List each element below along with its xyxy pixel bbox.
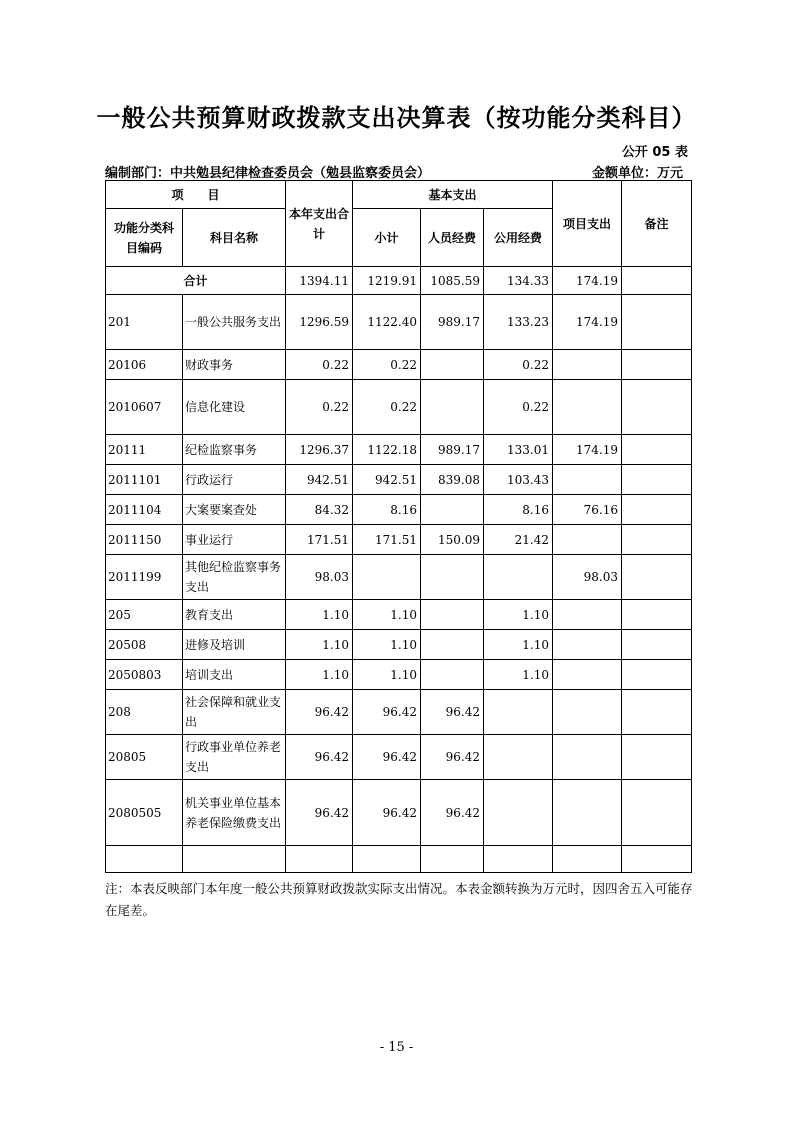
- row-name: 事业运行: [183, 525, 286, 555]
- row-remark: [622, 435, 692, 465]
- row-public: [484, 735, 553, 780]
- total-project: 174.19: [553, 267, 622, 295]
- row-personnel: [421, 630, 484, 660]
- row-remark: [622, 495, 692, 525]
- total-remark: [622, 267, 692, 295]
- table-row: [106, 525, 692, 555]
- unit-label: 金额单位：万元: [591, 166, 683, 181]
- header-public: 公用经费: [484, 209, 553, 267]
- row-project: [553, 735, 622, 780]
- row-personnel: 150.09: [421, 525, 484, 555]
- row-remark: [622, 350, 692, 380]
- row-project: [553, 780, 622, 846]
- row-public: 0.22: [484, 380, 553, 435]
- row-public: 8.16: [484, 495, 553, 525]
- row-subtotal: 1122.18: [353, 435, 421, 465]
- row-subtotal: 96.42: [353, 780, 421, 846]
- total-label: 合计: [106, 267, 286, 295]
- row-public: [484, 846, 553, 873]
- table-note: 注：本表反映部门本年度一般公共预算财政拨款实际支出情况。本表金额转换为万元时，因四舍五入可能存在尾差。: [105, 881, 693, 918]
- row-public: 133.23: [484, 295, 553, 350]
- table-row: [106, 600, 692, 630]
- header-project-expense: 项目支出: [553, 181, 622, 267]
- row-subtotal: 171.51: [353, 525, 421, 555]
- row-public: 133.01: [484, 435, 553, 465]
- row-project: [553, 600, 622, 630]
- row-personnel: [421, 660, 484, 690]
- table-row: [106, 495, 692, 525]
- row-annual: 96.42: [286, 690, 353, 735]
- row-code: 20805: [106, 735, 183, 780]
- row-name: 信息化建设: [183, 380, 286, 435]
- row-remark: [622, 380, 692, 435]
- row-subtotal: 8.16: [353, 495, 421, 525]
- row-annual: 1296.59: [286, 295, 353, 350]
- row-public: 1.10: [484, 600, 553, 630]
- expenditure-table: [105, 180, 692, 873]
- department-label: 编制部门：中共勉县纪律检查委员会（勉县监察委员会）: [105, 166, 431, 181]
- row-public: 0.22: [484, 350, 553, 380]
- row-personnel: 989.17: [421, 435, 484, 465]
- table-row: [106, 295, 692, 350]
- table-row: [106, 660, 692, 690]
- row-remark: [622, 735, 692, 780]
- row-personnel: 96.42: [421, 735, 484, 780]
- row-project: 174.19: [553, 435, 622, 465]
- row-annual: 84.32: [286, 495, 353, 525]
- row-project: [553, 525, 622, 555]
- row-project: [553, 350, 622, 380]
- header-remark: 备注: [622, 181, 692, 267]
- row-code: 205: [106, 600, 183, 630]
- row-project: [553, 846, 622, 873]
- row-personnel: [421, 380, 484, 435]
- row-code: [106, 846, 183, 873]
- row-subtotal: 1.10: [353, 600, 421, 630]
- row-subtotal: [353, 555, 421, 600]
- row-personnel: [421, 846, 484, 873]
- total-public: 134.33: [484, 267, 553, 295]
- row-subtotal: 0.22: [353, 350, 421, 380]
- row-public: [484, 780, 553, 846]
- row-remark: [622, 690, 692, 735]
- row-code: 2011104: [106, 495, 183, 525]
- row-remark: [622, 846, 692, 873]
- row-remark: [622, 555, 692, 600]
- row-annual: 171.51: [286, 525, 353, 555]
- row-code: 2011101: [106, 465, 183, 495]
- row-annual: 96.42: [286, 735, 353, 780]
- row-subtotal: 96.42: [353, 735, 421, 780]
- row-name: 一般公共服务支出: [183, 295, 286, 350]
- row-personnel: 96.42: [421, 780, 484, 846]
- row-public: [484, 555, 553, 600]
- header-project: 项 目: [106, 181, 286, 209]
- row-name: 其他纪检监察事务支出: [183, 555, 286, 600]
- row-remark: [622, 630, 692, 660]
- row-project: [553, 380, 622, 435]
- row-annual: [286, 846, 353, 873]
- table-row: [106, 846, 692, 873]
- row-annual: 98.03: [286, 555, 353, 600]
- table-row: [106, 630, 692, 660]
- table-row: [106, 465, 692, 495]
- row-remark: [622, 600, 692, 630]
- row-annual: 1.10: [286, 660, 353, 690]
- header-subject-name: 科目名称: [183, 209, 286, 267]
- row-annual: 0.22: [286, 380, 353, 435]
- row-annual: 1.10: [286, 600, 353, 630]
- row-annual: 1.10: [286, 630, 353, 660]
- row-name: 财政事务: [183, 350, 286, 380]
- row-name: 纪检监察事务: [183, 435, 286, 465]
- row-name: 培训支出: [183, 660, 286, 690]
- row-name: 进修及培训: [183, 630, 286, 660]
- table-row: [106, 435, 692, 465]
- row-public: [484, 690, 553, 735]
- row-personnel: [421, 555, 484, 600]
- row-code: 2080505: [106, 780, 183, 846]
- header-annual-total: 本年支出合计: [286, 181, 353, 267]
- row-annual: 1296.37: [286, 435, 353, 465]
- row-annual: 0.22: [286, 350, 353, 380]
- form-number: 公开 05 表: [621, 145, 688, 160]
- header-function-code: 功能分类科目编码: [106, 209, 183, 267]
- row-remark: [622, 465, 692, 495]
- row-subtotal: 942.51: [353, 465, 421, 495]
- header-personnel: 人员经费: [421, 209, 484, 267]
- header-basic: 基本支出: [353, 181, 553, 209]
- row-subtotal: 1122.40: [353, 295, 421, 350]
- row-code: 201: [106, 295, 183, 350]
- row-remark: [622, 660, 692, 690]
- row-project: [553, 690, 622, 735]
- row-annual: 942.51: [286, 465, 353, 495]
- row-name: 社会保障和就业支出: [183, 690, 286, 735]
- total-annual: 1394.11: [286, 267, 353, 295]
- table-row: [106, 780, 692, 846]
- row-public: 21.42: [484, 525, 553, 555]
- row-code: 20111: [106, 435, 183, 465]
- row-code: 20106: [106, 350, 183, 380]
- table-row: [106, 690, 692, 735]
- row-name: [183, 846, 286, 873]
- total-personnel: 1085.59: [421, 267, 484, 295]
- row-personnel: 989.17: [421, 295, 484, 350]
- page-number: - 15 -: [379, 1040, 414, 1055]
- row-project: 76.16: [553, 495, 622, 525]
- table-row: [106, 380, 692, 435]
- header-subtotal: 小计: [353, 209, 421, 267]
- row-code: 2011199: [106, 555, 183, 600]
- row-public: 1.10: [484, 660, 553, 690]
- row-subtotal: 1.10: [353, 660, 421, 690]
- total-subtotal: 1219.91: [353, 267, 421, 295]
- row-personnel: [421, 350, 484, 380]
- row-public: 1.10: [484, 630, 553, 660]
- row-project: [553, 660, 622, 690]
- row-public: 103.43: [484, 465, 553, 495]
- row-project: [553, 630, 622, 660]
- row-project: 174.19: [553, 295, 622, 350]
- row-code: 2011150: [106, 525, 183, 555]
- table-row: [106, 735, 692, 780]
- row-name: 大案要案查处: [183, 495, 286, 525]
- row-personnel: [421, 495, 484, 525]
- row-remark: [622, 780, 692, 846]
- row-personnel: 839.08: [421, 465, 484, 495]
- table-row: [106, 555, 692, 600]
- row-code: 2010607: [106, 380, 183, 435]
- row-subtotal: 0.22: [353, 380, 421, 435]
- row-subtotal: 1.10: [353, 630, 421, 660]
- row-subtotal: 96.42: [353, 690, 421, 735]
- row-personnel: 96.42: [421, 690, 484, 735]
- page-title: 一般公共预算财政拨款支出决算表（按功能分类科目）: [96, 104, 697, 132]
- row-code: 208: [106, 690, 183, 735]
- row-remark: [622, 525, 692, 555]
- row-name: 行政运行: [183, 465, 286, 495]
- table-row: [106, 350, 692, 380]
- total-row: [106, 267, 692, 295]
- row-code: 2050803: [106, 660, 183, 690]
- row-name: 教育支出: [183, 600, 286, 630]
- row-name: 机关事业单位基本养老保险缴费支出: [183, 780, 286, 846]
- row-remark: [622, 295, 692, 350]
- row-project: 98.03: [553, 555, 622, 600]
- row-annual: 96.42: [286, 780, 353, 846]
- row-subtotal: [353, 846, 421, 873]
- row-code: 20508: [106, 630, 183, 660]
- row-name: 行政事业单位养老支出: [183, 735, 286, 780]
- row-personnel: [421, 600, 484, 630]
- row-project: [553, 465, 622, 495]
